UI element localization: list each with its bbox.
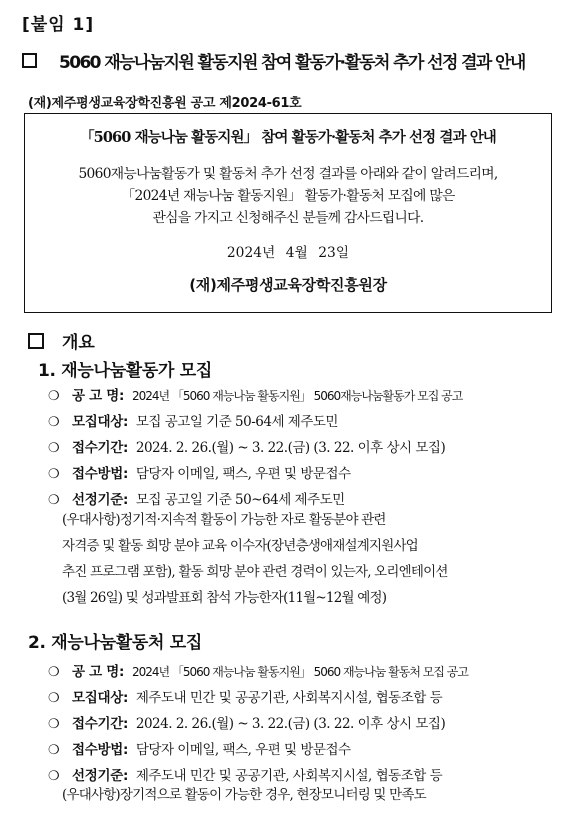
list-item: ❍ 접수방법 : 담당자 이메일, 팩스, 우편 및 방문접수 [48,462,351,482]
item-label: 모집대상 [72,414,123,430]
item-value: 2024년 「5060 재능나눔 활동지원」 5060 재능나눔 활동처 모집 공고 [131,665,468,679]
item-value: 2024. 2. 26.(월) ~ 3. 22.(금) (3. 22. 이후 상시 모집) [135,716,446,732]
notice-organization: (재)제주평생교육장학진흥원장 [189,276,387,294]
criteria-paragraph [62,507,448,611]
item-label: 접수방법 [72,466,123,482]
circle-bullet-icon: ❍ [48,493,60,508]
item-label: 선정기준 [72,768,123,784]
criteria-line: 자격증 및 활동 희망 분야 교육 이수자(장년층생애재설계지원사업 [62,538,418,554]
item-label: 선정기준 [72,492,123,508]
item-value: 모집 공고일 기준 50~64세 제주도민 [135,492,345,508]
criteria-line: (우대사항)정기적·지속적 활동이 가능한 자로 활동분야 관련 [62,512,386,528]
notice-body-line: 5060재능나눔활동가 및 활동처 추가 선정 결과를 아래와 같이 알려드리며, [78,166,498,182]
criteria-line: (3월 26일) 및 성과발표회 참석 가능한자(11월~12월 예정) [62,590,387,606]
item-value: 제주도내 민간 및 공공기관, 사회복지시설, 협동조합 등 [135,690,443,706]
notice-body-line: 「2024년 재능나눔 활동지원」 활동가·활동처 모집에 많은 [121,188,455,204]
item-label: 공 고 명 [72,664,120,680]
item-label: 접수방법 [72,742,123,758]
notice-number: (재)제주평생교육장학진흥원 공고 제2024-61호 [28,96,302,111]
criteria-line: 추진 프로그램 포함), 활동 희망 분야 관련 경력이 있는자, 오리엔테이션 [62,564,448,580]
checkbox-square-icon [28,333,44,349]
attachment-label: [붙임 1] [22,15,95,35]
circle-bullet-icon: ❍ [48,665,60,680]
list-item: ❍ 공 고 명 : 2024년 「5060 재능나눔 활동지원」 5060 재능나눔 활동처 모집 공고 [48,660,468,680]
circle-bullet-icon: ❍ [48,743,60,758]
notice-box-title: 「5060 재능나눔 활동지원」 참여 활동가·활동처 추가 선정 결과 안내 [80,129,496,146]
item-value: 담당자 이메일, 팩스, 우편 및 방문접수 [135,742,351,758]
circle-bullet-icon: ❍ [48,389,60,404]
list-item: ❍ 접수방법 : 담당자 이메일, 팩스, 우편 및 방문접수 [48,738,351,758]
item-value: 모집 공고일 기준 50-64세 제주도민 [135,414,338,430]
list-item: ❍ 선정기준 : 모집 공고일 기준 50~64세 제주도민 [48,488,345,508]
item-value: 2024년 「5060 재능나눔 활동지원」 5060재능나눔활동가 모집 공고 [131,389,463,403]
list-item: ❍ 모집대상 : 제주도내 민간 및 공공기관, 사회복지시설, 협동조합 등 [48,686,442,706]
notice-box [24,113,552,313]
list-item: ❍ 접수기간 : 2024. 2. 26.(월) ~ 3. 22.(금) (3. 22. 이후 상시 모집) [48,712,445,732]
list-item: ❍ 모집대상 : 모집 공고일 기준 50-64세 제주도민 [48,410,338,430]
section-heading [28,328,95,353]
list-item: ❍ 선정기준 : 제주도내 민간 및 공공기관, 사회복지시설, 협동조합 등 [48,764,442,784]
subsection-title: 2. 재능나눔활동처 모집 [28,633,203,653]
item-label: 접수기간 [72,440,123,456]
section-title: 개요 [62,333,95,353]
item-value: 담당자 이메일, 팩스, 우편 및 방문접수 [135,466,351,482]
criteria-line: (우대사항)장기적으로 활동이 가능한 경우, 현장모니터링 및 만족도 [62,787,426,803]
subsection-title: 1. 재능나눔활동가 모집 [38,361,213,381]
notice-date: 2024년 4월 23일 [226,245,350,261]
list-item: ❍ 공 고 명 : 2024년 「5060 재능나눔 활동지원」 5060재능나눔활동가 모집 공고 [48,384,462,404]
criteria-paragraph [62,782,426,808]
notice-box-body [25,163,551,229]
main-title: 5060 재능나눔지원 활동지원 참여 활동가·활동처 추가 선정 결과 안내 [59,53,525,73]
circle-bullet-icon: ❍ [48,769,60,784]
checkbox-square-icon [22,53,37,68]
item-label: 접수기간 [72,716,123,732]
circle-bullet-icon: ❍ [48,717,60,732]
list-item: ❍ 접수기간 : 2024. 2. 26.(월) ~ 3. 22.(금) (3. 22. 이후 상시 모집) [48,436,445,456]
circle-bullet-icon: ❍ [48,467,60,482]
item-label: 공 고 명 [72,388,120,404]
notice-body-line: 관심을 가지고 신청해주신 분들께 감사드립니다. [152,210,424,226]
item-value: 2024. 2. 26.(월) ~ 3. 22.(금) (3. 22. 이후 상시 모집) [135,440,446,456]
circle-bullet-icon: ❍ [48,441,60,456]
item-value: 제주도내 민간 및 공공기관, 사회복지시설, 협동조합 등 [135,768,443,784]
item-label: 모집대상 [72,690,123,706]
circle-bullet-icon: ❍ [48,691,60,706]
circle-bullet-icon: ❍ [48,415,60,430]
main-title-row [22,48,562,73]
